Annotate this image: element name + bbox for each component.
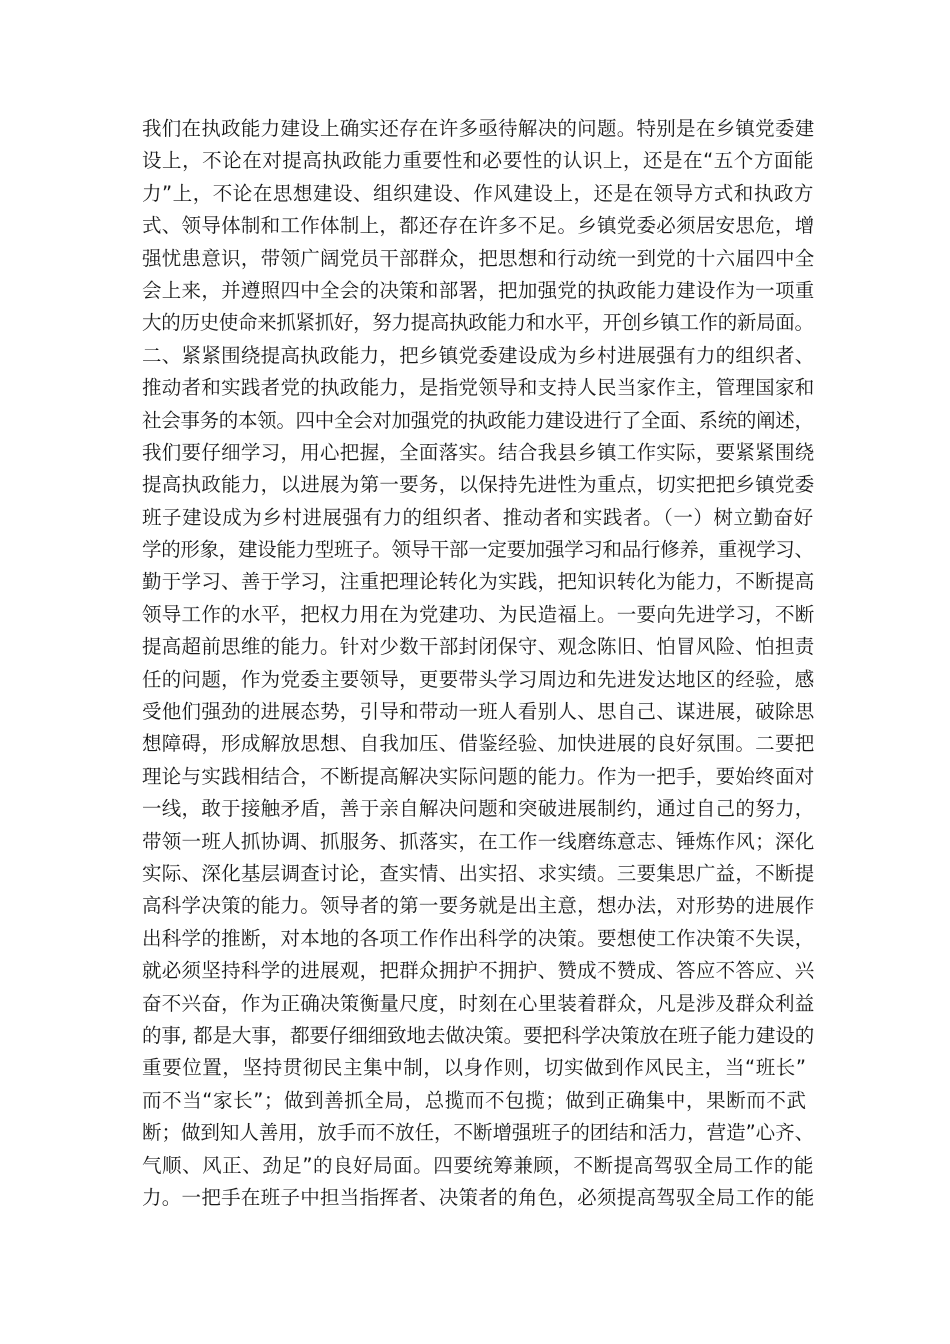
text-line: 奋不兴奋，作为正确决策衡量尺度，时刻在心里装着群众，凡是涉及群众利益 [142, 991, 815, 1015]
text-line: 的事, 都是大事，都要仔细细致地去做决策。要把科学决策放在班子能力建设的 [142, 1023, 815, 1047]
text-line: 高科学决策的能力。领导者的第一要务就是出主意，想办法，对形势的进展作 [142, 894, 815, 918]
text-line: 学的形象，建设能力型班子。领导干部一定要加强学习和品行修养，重视学习、 [142, 538, 814, 562]
text-line: 想障碍，形成解放思想、自我加压、借鉴经验、加快进展的良好氛围。二要把 [142, 732, 815, 756]
text-line: 设上，不论在对提高执政能力重要性和必要性的认识上，还是在“五个方面能 [142, 149, 814, 173]
body-text [142, 113, 815, 1214]
text-line: 勤于学习、善于学习，注重把理论转化为实践，把知识转化为能力，不断提高 [142, 570, 815, 594]
text-line: 力”上，不论在思想建设、组织建设、作风建设上，还是在领导方式和执政方 [142, 181, 814, 205]
text-line: 我们在执政能力建设上确实还存在许多亟待解决的问题。特别是在乡镇党委建 [142, 117, 815, 140]
text-line: 强忧患意识，带领广阔党员干部群众，把思想和行动统一到党的十六届四中全 [142, 246, 815, 270]
text-line: 带领一班人抓协调、抓服务、抓落实，在工作一线磨练意志、锤炼作风；深化 [142, 829, 815, 853]
text-line: 我们要仔细学习，用心把握，全面落实。结合我县乡镇工作实际，要紧紧围绕 [142, 440, 815, 464]
text-line: 提高超前思维的能力。针对少数干部封闭保守、观念陈旧、怕冒风险、怕担责 [142, 635, 815, 659]
text-line: 大的历史使命来抓紧抓好，努力提高执政能力和水平，开创乡镇工作的新局面。 [142, 311, 814, 335]
text-line: 受他们强劲的进展态势，引导和带动一班人看别人、思自己、谋进展，破除思 [142, 700, 815, 724]
text-line: 出科学的推断，对本地的各项工作作出科学的决策。要想使工作决策不失误， [142, 926, 815, 950]
text-line: 式、领导体制和工作体制上，都还存在许多不足。乡镇党委必须居安思危，增 [142, 214, 815, 238]
text-line: 而不当“家长”；做到善抓全局，总揽而不包揽；做到正确集中，果断而不武 [142, 1088, 807, 1112]
text-line: 社会事务的本领。四中全会对加强党的执政能力建设进行了全面、系统的阐述， [142, 408, 814, 432]
text-line: 一线，敢于接触矛盾，善于亲自解决问题和突破进展制约，通过自己的努力， [142, 797, 815, 821]
text-line: 推动者和实践者党的执政能力，是指党领导和支持人民当家作主，管理国家和 [142, 376, 815, 400]
text-line: 班子建设成为乡村进展强有力的组织者、推动者和实践者。（一）树立勤奋好 [142, 505, 814, 529]
text-line: 力。一把手在班子中担当指挥者、决策者的角色，必须提高驾驭全局工作的能 [142, 1185, 815, 1209]
text-line: 重要位置，坚持贯彻民主集中制，以身作则，切实做到作风民主，当“班长” [142, 1056, 807, 1080]
text-line: 理论与实践相结合，不断提高解决实际问题的能力。作为一把手，要始终面对 [142, 764, 815, 788]
section-heading-line: 二、紧紧围绕提高执政能力，把乡镇党委建设成为乡村进展强有力的组织者、 [142, 343, 815, 367]
text-line: 就必须坚持科学的进展观，把群众拥护不拥护、赞成不赞成、答应不答应、兴 [142, 959, 815, 983]
text-line: 会上来，并遵照四中全会的决策和部署，把加强党的执政能力建设作为一项重 [142, 278, 815, 302]
text-line: 领导工作的水平，把权力用在为党建功、为民造福上。一要向先进学习，不断 [142, 602, 815, 626]
text-line: 气顺、风正、劲足”的良好局面。四要统筹兼顾，不断提高驾驭全局工作的能 [142, 1153, 814, 1177]
text-line: 提高执政能力，以进展为第一要务，以保持先进性为重点，切实把把乡镇党委 [142, 473, 815, 497]
text-line: 断；做到知人善用，放手而不放任，不断增强班子的团结和活力，营造”心齐、 [142, 1121, 815, 1145]
text-line: 实际、深化基层调查讨论，查实情、出实招、求实绩。三要集思广益，不断提 [142, 861, 815, 885]
text-line: 任的问题，作为党委主要领导，更要带头学习周边和先进发达地区的经验，感 [142, 667, 815, 691]
